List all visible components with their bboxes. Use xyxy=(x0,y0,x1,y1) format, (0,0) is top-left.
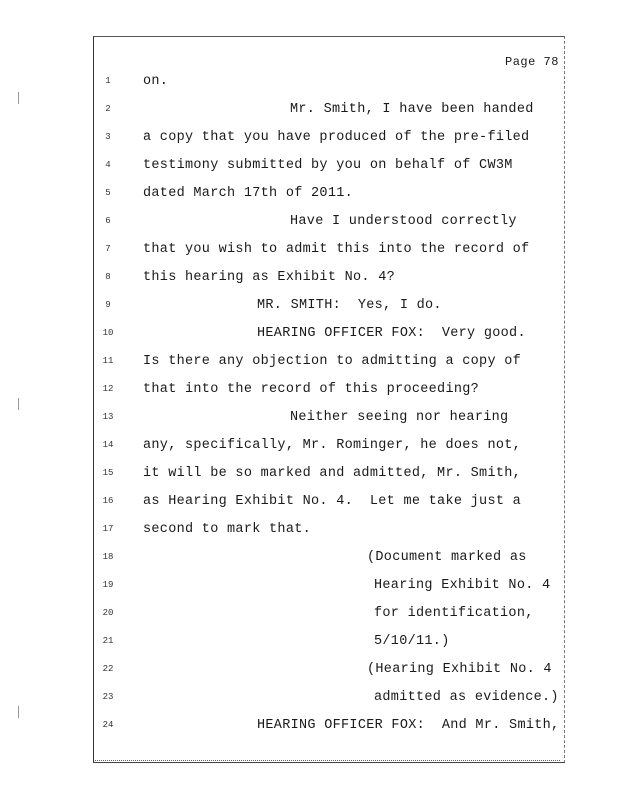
line-number: 20 xyxy=(102,608,114,618)
transcript-line: HEARING OFFICER FOX: And Mr. Smith, xyxy=(257,718,560,733)
transcript-line: it will be so marked and admitted, Mr. Smith, xyxy=(143,466,522,481)
line-number: 9 xyxy=(105,300,111,310)
transcript-line: testimony submitted by you on behalf of CW3M xyxy=(143,158,513,173)
line-number: 21 xyxy=(102,636,114,646)
transcript-line: that you wish to admit this into the record of xyxy=(143,242,530,257)
line-number: 19 xyxy=(102,580,114,590)
line-number: 18 xyxy=(102,552,114,562)
line-number: 11 xyxy=(102,356,114,366)
scan-artifact-line xyxy=(95,757,560,761)
transcript-line: as Hearing Exhibit No. 4. Let me take just a xyxy=(143,494,522,509)
transcript-line: this hearing as Exhibit No. 4? xyxy=(143,270,396,285)
line-number: 12 xyxy=(102,384,114,394)
transcript-line: Neither seeing nor hearing xyxy=(290,410,509,425)
line-number: 13 xyxy=(102,412,114,422)
transcript-line: admitted as evidence.) xyxy=(374,690,559,705)
line-number: 17 xyxy=(102,524,114,534)
transcript-line: that into the record of this proceeding? xyxy=(143,382,480,397)
line-number: 14 xyxy=(102,440,114,450)
line-number: 15 xyxy=(102,468,114,478)
line-number: 6 xyxy=(105,216,111,226)
line-number: 8 xyxy=(105,272,111,282)
line-number: 2 xyxy=(105,104,111,114)
transcript-line: HEARING OFFICER FOX: Very good. xyxy=(257,326,526,341)
transcript-line: MR. SMITH: Yes, I do. xyxy=(257,298,442,313)
transcript-line: on. xyxy=(143,74,169,89)
page-number: Page 78 xyxy=(505,55,559,69)
transcript-line: dated March 17th of 2011. xyxy=(143,186,354,201)
binding-hole-mark xyxy=(18,398,22,410)
line-number: 3 xyxy=(105,132,111,142)
line-number: 10 xyxy=(102,328,114,338)
transcript-line: for identification, xyxy=(374,606,534,621)
line-number: 24 xyxy=(102,720,114,730)
line-number: 5 xyxy=(105,188,111,198)
transcript-line: Mr. Smith, I have been handed xyxy=(290,102,534,117)
line-number: 22 xyxy=(102,664,114,674)
transcript-line: Have I understood correctly xyxy=(290,214,517,229)
transcript-line: (Hearing Exhibit No. 4 xyxy=(367,662,552,677)
line-number: 7 xyxy=(105,244,111,254)
line-number: 16 xyxy=(102,496,114,506)
transcript-line: 5/10/11.) xyxy=(374,634,450,649)
transcript-page xyxy=(93,36,565,763)
transcript-line: (Document marked as xyxy=(367,550,527,565)
transcript-line: Is there any objection to admitting a copy of xyxy=(143,354,522,369)
transcript-line: Hearing Exhibit No. 4 xyxy=(374,578,551,593)
transcript-line: a copy that you have produced of the pre-filed xyxy=(143,130,530,145)
line-number: 23 xyxy=(102,692,114,702)
line-number: 4 xyxy=(105,160,111,170)
binding-hole-mark xyxy=(18,706,22,718)
binding-hole-mark xyxy=(18,92,22,104)
transcript-line: any, specifically, Mr. Rominger, he does not, xyxy=(143,438,522,453)
transcript-line: second to mark that. xyxy=(143,522,312,537)
line-number: 1 xyxy=(105,76,111,86)
